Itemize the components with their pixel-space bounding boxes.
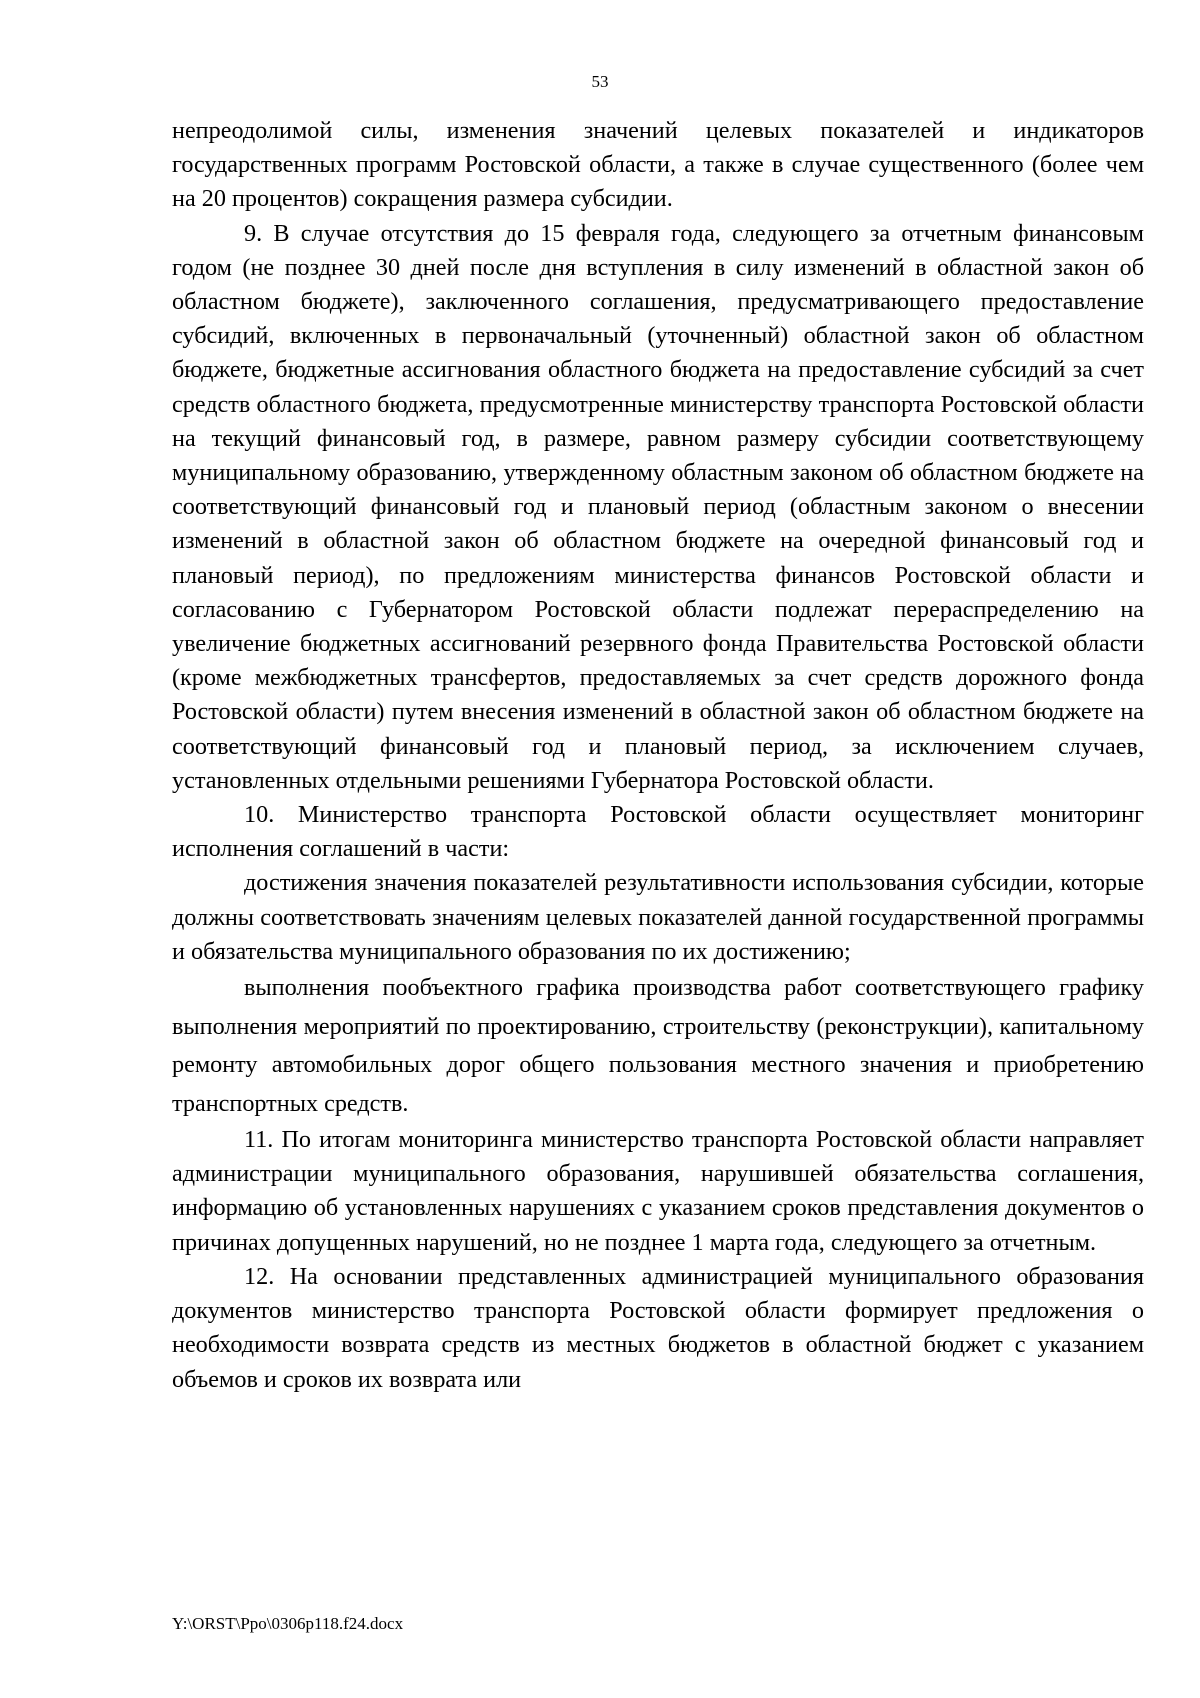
paragraph-monitoring-schedule: выполнения пообъектного графика производства работ соответствующего графику выполнения мероприятий по проектированию, строительству (реконструкции), капитальному ремонту автомобильных дорог общего пользования местного значения и приобретению транспортных средств. <box>172 974 1144 1117</box>
paragraph-item-9: 9. В случае отсутствия до 15 февраля года, следующего за отчетным финансовым годом (не позднее 30 дней после дня вступления в силу изменений в областной закон об областном бюджете), заключенного соглашения, предусматривающего предоставление субсидий, включенных в первоначальный (уточненный) областной закон об областном бюджете, бюджетные ассигнования областного бюджета на предоставление субсидий за счет средств областного бюджета, предусмотренные министерству транспорта Ростовской области на текущий финансовый год, в размере, равном размеру субсидии соответствующему муниципальному образованию, утвержденному областным законом об областном бюджете на соответствующий финансовый год и плановый период (областным законом о внесении изменений в областной закон об областном бюджете на очередной финансовый год и плановый период), по предложениям министерства финансов Ростовской области и согласованию с Губернатором Ростовской области подлежат перераспределению на увеличение бюджетных ассигнований резервного фонда Правительства Ростовской области (кроме межбюджетных трансфертов, предоставляемых за счет средств дорожного фонда Ростовской области) путем внесения изменений в областной закон об областном бюджете на соответствующий финансовый год и плановый период, за исключением случаев, установленных отдельными решениями Губернатора Ростовской области. <box>172 219 1144 794</box>
paragraph-item-12: 12. На основании представленных администрацией муниципального образования документов министерство транспорта Ростовской области формирует предложения о необходимости возврата средств из местных бюджетов в областной бюджет с указанием объемов и сроков их возврата или <box>172 1262 1144 1393</box>
paragraph-monitoring-indicators: достижения значения показателей результативности использования субсидии, которые должны соответствовать значениям целевых показателей данной государственной программы и обязательства муниципального образования по их достижению; <box>172 869 1144 965</box>
paragraph-item-10: 10. Министерство транспорта Ростовской области осуществляет мониторинг исполнения соглашений в части: <box>172 801 1144 863</box>
page-number: 53 <box>591 72 609 91</box>
footer-file-path: Y:\ORST\Ppo\0306p118.f24.docx <box>172 1614 404 1633</box>
paragraph-item-11: 11. По итогам мониторинга министерство транспорта Ростовской области направляет администрации муниципального образования, нарушившей обязательства соглашения, информацию об установленных нарушениях с указанием сроков представления документов о причинах допущенных нарушений, но не позднее 1 марта года, следующего за отчетным. <box>172 1126 1144 1256</box>
paragraph-continuation: непреодолимой силы, изменения значений целевых показателей и индикаторов государственных программ Ростовской области, а также в случае существенного (более чем на 20 процентов) сокращения размера субсидии. <box>172 117 1144 213</box>
document-body <box>172 114 1144 1397</box>
